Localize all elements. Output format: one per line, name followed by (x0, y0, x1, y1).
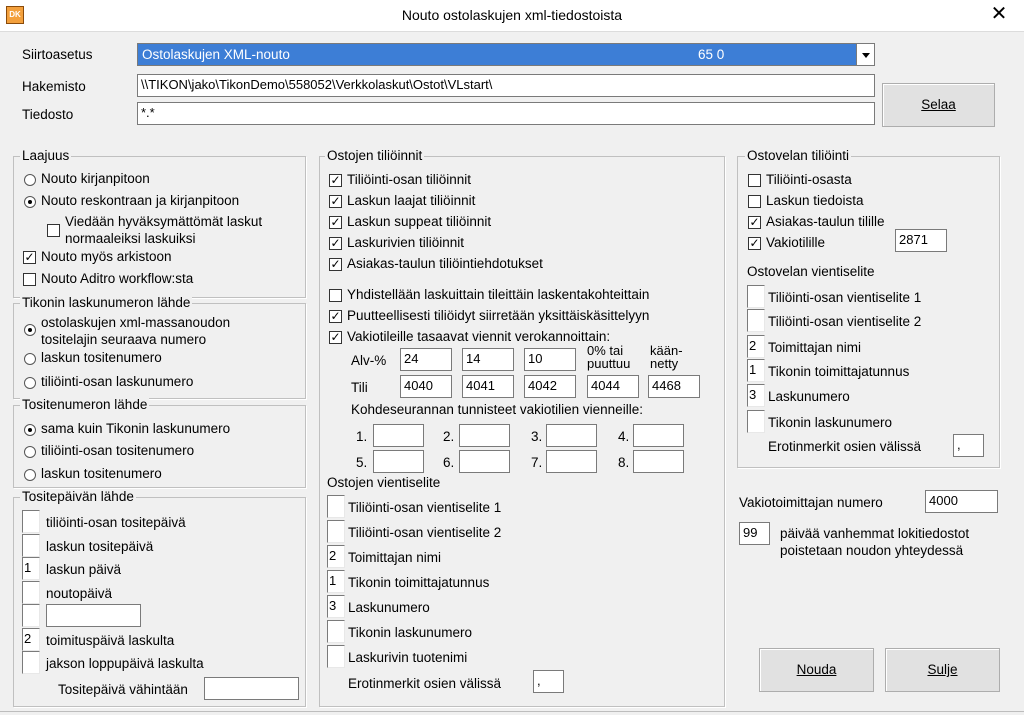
ostovelka-cb3[interactable]: ✓ (749, 215, 760, 229)
laskunumero-opt3-label: tiliöinti-osan laskunumero (41, 374, 194, 389)
hyvaksymattomat-checkbox[interactable] (47, 224, 60, 237)
ostovelka-vakiotili-input[interactable]: 2871 (895, 229, 947, 252)
tositepaiva-vahintaan-label: Tositepäivä vähintään (58, 682, 188, 697)
ostojen-cb1-label: Tiliöinti-osan tiliöinnit (347, 172, 472, 187)
ostojen-cb7-label: Puutteellisesti tiliöidyt siirretään yksittäiskäsittelyyn (347, 308, 650, 323)
tositepaiva-label-3: laskun päivä (46, 562, 122, 577)
ostovelka-erotin-label: Erotinmerkit osien välissä (768, 439, 922, 454)
tiedosto-label: Tiedosto (22, 107, 74, 122)
tositenumero-opt3-radio[interactable] (24, 469, 36, 481)
tili-input-1[interactable]: 4040 (400, 375, 452, 398)
ostojen-cb4[interactable]: ✓ (330, 236, 341, 250)
ostovelka-cb1-label: Tiliöinti-osasta (766, 172, 852, 187)
puuttuu-label-2: puuttuu (587, 356, 631, 371)
siirtoasetus-select[interactable] (137, 43, 875, 66)
ostovelka-vs-order-6[interactable] (747, 410, 765, 433)
ostovelka-vs-order-2[interactable] (747, 309, 765, 332)
kohde-input-4[interactable] (633, 424, 684, 447)
kohde-num-4: 4. (618, 429, 630, 444)
ostovelka-vs-label-4: Tikonin toimittajatunnus (768, 364, 910, 379)
ostojen-vs-order-2[interactable] (327, 520, 345, 543)
kohde-input-5[interactable] (373, 450, 424, 473)
ostojen-cb3-label: Laskun suppeat tiliöinnit (347, 214, 492, 229)
siirtoasetus-value: Ostolaskujen XML-nouto (142, 47, 290, 62)
tili-input-4[interactable]: 4044 (587, 375, 639, 398)
laskunumero-title: Tikonin laskunumeron lähde (22, 295, 191, 310)
alv-input-1[interactable]: 24 (400, 348, 452, 371)
tositenumero-title: Tositenumeron lähde (22, 397, 148, 412)
ostovelka-cb4-label: Vakiotilille (766, 235, 826, 250)
tositepaiva-order-2[interactable] (22, 534, 40, 557)
ostovelka-vs-label-5: Laskunumero (768, 389, 850, 404)
bottom-divider (0, 711, 1024, 712)
laajuus-opt1-radio[interactable] (24, 174, 36, 186)
tositepaiva-label-4: noutopäivä (46, 586, 113, 601)
nouda-button[interactable]: Nouda (759, 648, 874, 692)
sulje-button[interactable]: Sulje (885, 648, 1000, 692)
window-title: Nouto ostolaskujen xml-tiedostoista (401, 7, 623, 23)
ostovelka-vs-label-2: Tiliöinti-osan vientiselite 2 (768, 314, 922, 329)
tili-input-5[interactable]: 4468 (648, 375, 700, 398)
tositenumero-opt2-radio[interactable] (24, 446, 36, 458)
kohde-num-5: 5. (356, 455, 368, 470)
tositepaiva-order-6[interactable]: 2 (22, 628, 40, 651)
kohde-num-3: 3. (531, 429, 543, 444)
tositepaiva-order-1[interactable] (22, 510, 40, 533)
ostojen-erotin-label: Erotinmerkit osien välissä (348, 676, 502, 691)
ostovelka-vs-order-5[interactable]: 3 (747, 384, 765, 407)
tositepaiva-label-6: toimituspäivä laskulta (46, 633, 175, 648)
lokit-text-1: päivää vanhemmat lokitiedostot (780, 526, 970, 541)
ostojen-vs-order-6[interactable] (327, 620, 345, 643)
laskunumero-opt3-radio[interactable] (24, 377, 36, 389)
kohde-num-2: 2. (443, 429, 455, 444)
ostojen-vs-label-1: Tiliöinti-osan vientiselite 1 (348, 500, 502, 515)
laskunumero-opt2-radio[interactable] (24, 353, 36, 365)
ostojen-cb3[interactable]: ✓ (330, 215, 341, 229)
tositepaiva-order-3[interactable]: 1 (22, 557, 40, 580)
ostojen-vs-label-2: Tiliöinti-osan vientiselite 2 (348, 525, 502, 540)
ostovelka-vientiselite-title: Ostovelan vientiselite (747, 264, 875, 279)
siirtoasetus-label: Siirtoasetus (22, 47, 93, 62)
chevron-down-icon[interactable] (856, 44, 874, 65)
ostovelka-title: Ostovelan tiliöinti (747, 148, 850, 163)
ostojen-vs-order-5[interactable]: 3 (327, 595, 345, 618)
tositenumero-opt3-label: laskun tositenumero (41, 466, 162, 481)
kohde-num-7: 7. (531, 455, 543, 470)
tositepaiva-vahintaan-input[interactable] (204, 677, 299, 700)
tositenumero-opt1-radio[interactable] (24, 424, 36, 436)
kohde-input-8[interactable] (633, 450, 684, 473)
ostovelka-vs-order-3[interactable]: 2 (747, 335, 765, 358)
arkisto-label: Nouto myös arkistoon (41, 249, 172, 264)
vakiotoimittaja-label: Vakiotoimittajan numero (739, 495, 883, 510)
kohde-input-1[interactable] (373, 424, 424, 447)
ostojen-cb2-label: Laskun laajat tiliöinnit (347, 193, 476, 208)
ostovelka-cb1[interactable] (748, 174, 761, 187)
vakiotoimittaja-input[interactable]: 4000 (925, 490, 998, 513)
ostojen-vs-label-5: Laskunumero (348, 600, 430, 615)
tositepaiva-label-7: jakson loppupäivä laskulta (46, 656, 204, 671)
laajuus-opt2-radio[interactable] (24, 196, 36, 208)
laskunumero-opt2-label: laskun tositenumero (41, 350, 162, 365)
alv-label: Alv-% (351, 353, 387, 368)
ostojen-cb5[interactable]: ✓ (330, 257, 341, 271)
ostovelka-cb4[interactable]: ✓ (749, 236, 760, 250)
siirtoasetus-code: 65 0 (698, 47, 725, 62)
ostovelka-vs-label-6: Tikonin laskunumero (768, 415, 893, 430)
ostojen-cb5-label: Asiakas-taulun tiliöintiehdotukset (347, 256, 543, 271)
ostovelka-vs-label-1: Tiliöinti-osan vientiselite 1 (768, 290, 922, 305)
kaannetty-label-1: kään- (650, 343, 683, 358)
tositepaiva-label-1: tiliöinti-osan tositepäivä (46, 515, 186, 530)
ostojen-vs-order-3[interactable]: 2 (327, 545, 345, 568)
ostojen-cb8[interactable]: ✓ (330, 330, 341, 344)
ostojen-cb6-label: Yhdistellään laskuittain tileittäin laskentakohteittain (347, 287, 650, 302)
hakemisto-input[interactable]: \\TIKON\jako\TikonDemo\558052\Verkkolaskut\Ostot\VLstart\ (137, 74, 875, 97)
ostovelka-erotin-input[interactable]: , (953, 434, 984, 457)
ostojen-cb2[interactable]: ✓ (330, 194, 341, 208)
ostojen-vs-order-4[interactable]: 1 (327, 570, 345, 593)
aditro-checkbox[interactable] (23, 273, 36, 286)
puuttuu-label-1: 0% tai (587, 343, 624, 358)
ostojen-cb8-label: Vakiotileille tasaavat viennit verokannoittain: (347, 329, 611, 344)
tositenumero-opt1-label: sama kuin Tikonin laskunumero (41, 421, 231, 436)
kohde-num-1: 1. (356, 429, 368, 444)
title-bar (0, 0, 1024, 32)
tositepaiva-title: Tositepäivän lähde (22, 489, 134, 504)
kohde-num-8: 8. (618, 455, 630, 470)
kohde-label: Kohdeseurannan tunnisteet vakiotilien vienneille: (351, 402, 643, 417)
ostojen-title: Ostojen tiliöinnit (327, 148, 423, 163)
selaa-button[interactable]: Selaa (882, 83, 995, 127)
laskunumero-opt1-radio[interactable] (24, 324, 36, 336)
tositepaiva-label-2: laskun tositepäivä (46, 539, 154, 554)
kohde-num-6: 6. (443, 455, 455, 470)
lokit-text-2: poistetaan noudon yhteydessä (780, 543, 964, 558)
kohde-input-2[interactable] (459, 424, 510, 447)
tositenumero-opt2-label: tiliöinti-osan tositenumero (41, 443, 195, 458)
ostojen-cb7[interactable]: ✓ (330, 309, 341, 323)
ostojen-vs-label-7: Laskurivin tuotenimi (348, 650, 468, 665)
ostojen-vientiselite-title: Ostojen vientiselite (327, 475, 441, 490)
ostovelka-vs-label-3: Toimittajan nimi (768, 340, 862, 355)
ostovelka-cb2[interactable] (748, 195, 761, 208)
alv-input-3[interactable]: 10 (524, 348, 576, 371)
alv-input-2[interactable]: 14 (462, 348, 514, 371)
tositepaiva-custom-input[interactable] (46, 604, 141, 627)
close-icon[interactable]: ✕ (990, 3, 1008, 25)
tositepaiva-order-5[interactable] (22, 604, 40, 627)
ostojen-vs-order-1[interactable] (327, 495, 345, 518)
laskunumero-opt1-label-1: ostolaskujen xml-massanoudon (41, 315, 231, 330)
ostojen-cb1[interactable]: ✓ (330, 173, 341, 187)
hyvaksymattomat-label-1: Viedään hyväksymättömät laskut (65, 214, 263, 229)
tili-input-2[interactable]: 4041 (462, 375, 514, 398)
lokit-days-input[interactable]: 99 (739, 522, 770, 545)
kohde-input-7[interactable] (546, 450, 597, 473)
tositepaiva-order-7[interactable] (22, 651, 40, 674)
ostojen-vs-label-6: Tikonin laskunumero (348, 625, 473, 640)
laajuus-opt1-label: Nouto kirjanpitoon (41, 171, 150, 186)
ostovelka-vs-order-1[interactable] (747, 285, 765, 308)
ostojen-erotin-input[interactable]: , (533, 670, 564, 693)
laajuus-title: Laajuus (22, 148, 70, 163)
hyvaksymattomat-label-2: normaaleiksi laskuiksi (65, 231, 196, 246)
ostovelka-cb2-label: Laskun tiedoista (766, 193, 864, 208)
hakemisto-label: Hakemisto (22, 79, 86, 94)
arkisto-checkbox[interactable]: ✓ (24, 250, 35, 264)
aditro-label: Nouto Aditro workflow:sta (41, 271, 194, 286)
ostojen-cb4-label: Laskurivien tiliöinnit (347, 235, 465, 250)
kohde-input-3[interactable] (546, 424, 597, 447)
laajuus-opt2-label: Nouto reskontraan ja kirjanpitoon (41, 193, 240, 208)
ostojen-vs-label-4: Tikonin toimittajatunnus (348, 575, 490, 590)
tili-label: Tili (351, 380, 368, 395)
ostojen-vs-order-7[interactable] (327, 645, 345, 668)
laskunumero-opt1-label-2: tositelajin seuraava numero (41, 332, 207, 347)
kohde-input-6[interactable] (459, 450, 510, 473)
ostovelka-vs-order-4[interactable]: 1 (747, 359, 765, 382)
tiedosto-input[interactable]: *.* (137, 102, 875, 125)
ostojen-vs-label-3: Toimittajan nimi (348, 550, 442, 565)
app-icon: DK (6, 6, 24, 24)
ostovelka-cb3-label: Asiakas-taulun tilille (766, 214, 885, 229)
tili-input-3[interactable]: 4042 (524, 375, 576, 398)
tositepaiva-order-4[interactable] (22, 581, 40, 604)
ostojen-cb6[interactable] (329, 289, 342, 302)
kaannetty-label-2: netty (650, 356, 679, 371)
